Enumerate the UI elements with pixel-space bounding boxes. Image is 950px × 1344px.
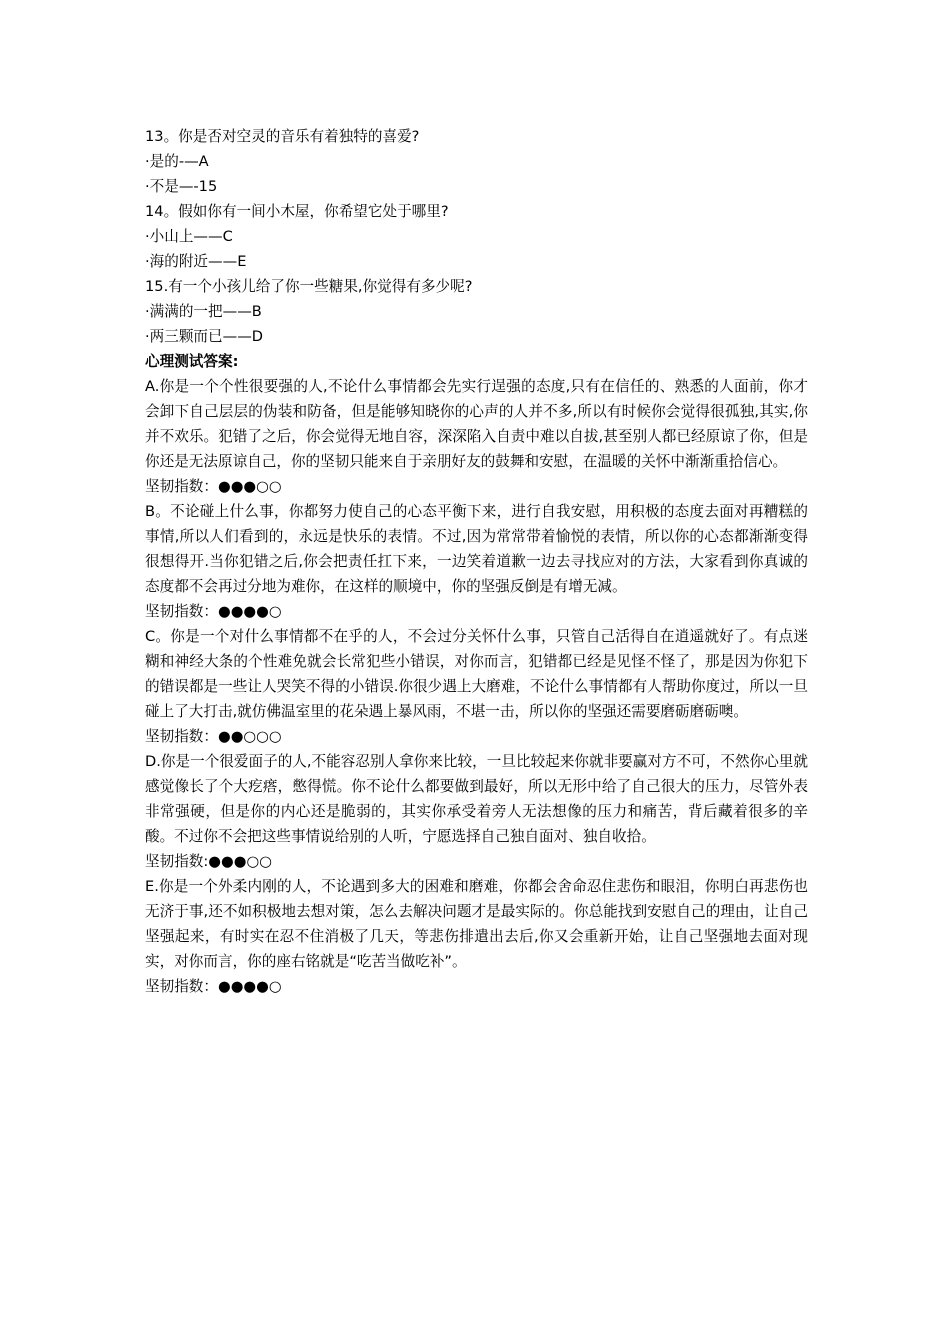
option-item: ·满满的一把——B (145, 303, 262, 320)
answer-b (145, 499, 808, 624)
answer-text: D.你是一个很爱面子的人,不能容忍别人拿你来比较，一旦比较起来你就非要赢对方不可，不然你心里就感觉像长了个大疙瘩，憋得慌。你不论什么都要做到最好，所以无形中给了自己很大的压力，尽管外表非常强硬，但是你的内心还是脆弱的，其实你承受着旁人无法想像的压力和痛苦，背后藏着很多的辛酸。不过你不会把这些事情说给别的人听，宁愿选择自己独自面对、独自收拾。 (145, 753, 808, 845)
answer-d (145, 749, 808, 874)
option-item: ·不是—-15 (145, 178, 218, 195)
answer-text: C。你是一个对什么事情都不在乎的人，不会过分关怀什么事，只管自己活得自在逍遥就好了。有点迷糊和神经大条的个性难免就会长常犯些小错误，对你而言，犯错都已经是见怪不怪了，那是因为你犯下的错误都是一些让人哭笑不得的小错误.你很少遇上大磨难，不论什么事情都有人帮助你度过，所以一旦碰上了大打击,就仿佛温室里的花朵遇上暴风雨，不堪一击，所以你的坚强还需要磨砺磨砺噢。 (145, 628, 808, 720)
question-text: 13。你是否对空灵的音乐有着独特的喜爱? (145, 128, 420, 145)
question-13 (145, 124, 808, 199)
toughness-score: 坚韧指数：●●○○○ (145, 728, 282, 745)
option-item: ·海的附近——E (145, 253, 247, 270)
option-item: ·两三颗而已——D (145, 328, 264, 345)
option-item: ·是的-—A (145, 153, 209, 170)
question-text: 14。假如你有一间小木屋，你希望它处于哪里? (145, 203, 449, 220)
toughness-score: 坚韧指数：●●●○○ (145, 478, 282, 495)
answer-e (145, 874, 808, 999)
toughness-score: 坚韧指数：●●●●○ (145, 978, 282, 995)
answers-heading: 心理测试答案: (145, 353, 239, 370)
document-body (145, 124, 808, 999)
answer-text: E.你是一个外柔内刚的人，不论遇到多大的困难和磨难，你都会舍命忍住悲伤和眼泪，你明白再悲伤也无济于事,还不如积极地去想对策，怎么去解决问题才是最实际的。你总能找到安慰自己的理由，让自己坚强起来，有时实在忍不住消极了几天，等悲伤排遣出去后,你又会重新开始，让自己坚强地去面对现实，对你而言，你的座右铭就是“吃苦当做吃补”。 (145, 878, 808, 970)
question-text: 15.有一个小孩儿给了你一些糖果,你觉得有多少呢? (145, 278, 473, 295)
answer-a (145, 374, 808, 499)
answer-text: B。不论碰上什么事，你都努力使自己的心态平衡下来，进行自我安慰，用积极的态度去面对再糟糕的事情,所以人们看到的，永远是快乐的表情。不过,因为常常带着愉悦的表情，所以你的心态都渐渐变得很想得开.当你犯错之后,你会把责任扛下来，一边笑着道歉一边去寻找应对的方法，大家看到你真诚的态度都不会再过分地为难你，在这样的顺境中，你的坚强反倒是有增无减。 (145, 503, 808, 595)
toughness-score: 坚韧指数:●●●○○ (145, 853, 272, 870)
answer-text: A.你是一个个性很要强的人,不论什么事情都会先实行逞强的态度,只有在信任的、熟悉的人面前，你才会卸下自己层层的伪装和防备，但是能够知晓你的心声的人并不多,所以有时候你会觉得很孤独,其实,你并不欢乐。犯错了之后，你会觉得无地自容，深深陷入自责中难以自拔,甚至别人都已经原谅了你，但是你还是无法原谅自己，你的坚韧只能来自于亲朋好友的鼓舞和安慰，在温暖的关怀中渐渐重拾信心。 (145, 378, 808, 470)
toughness-score: 坚韧指数：●●●●○ (145, 603, 282, 620)
question-15 (145, 274, 808, 349)
question-14 (145, 199, 808, 274)
answer-c (145, 624, 808, 749)
option-item: ·小山上——C (145, 228, 233, 245)
